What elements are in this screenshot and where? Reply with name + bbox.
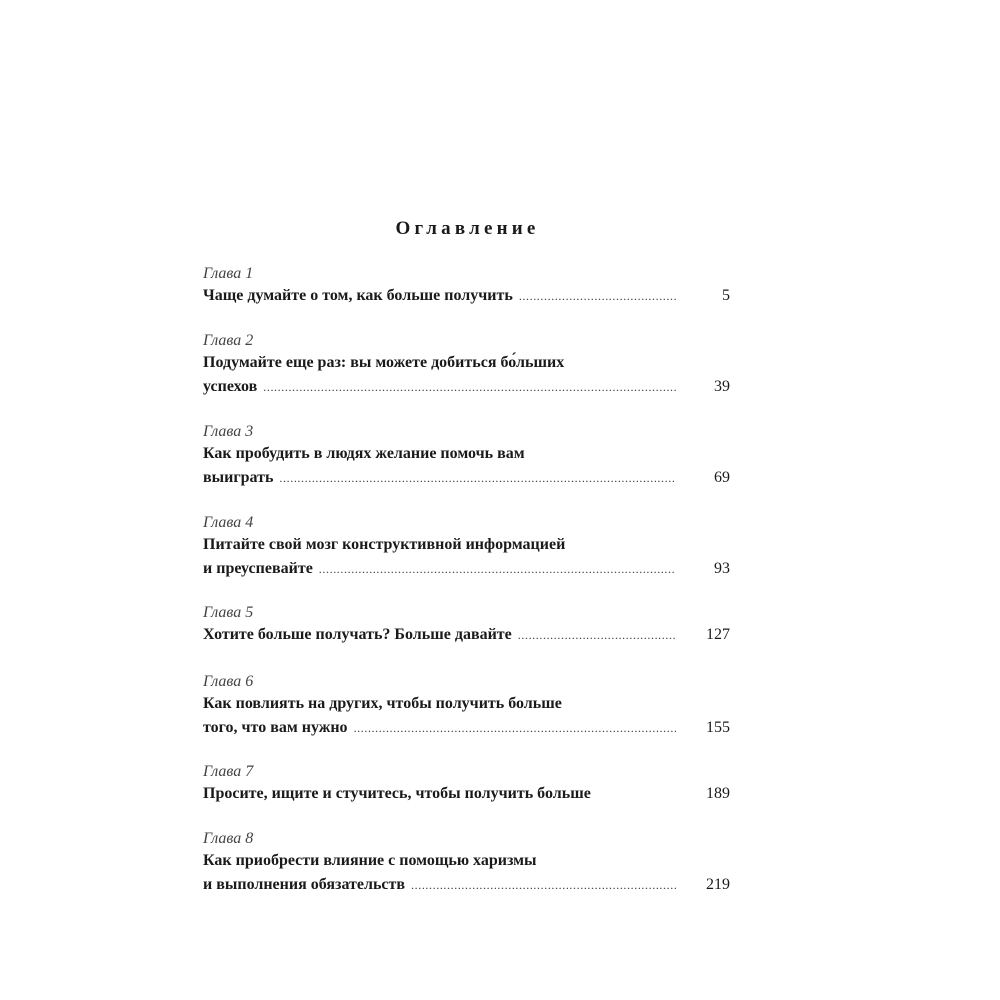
dot-leader: [354, 716, 676, 740]
dot-leader: [518, 623, 676, 647]
chapter-title-line: Как приобрести влияние с помощью харизмы: [203, 852, 537, 869]
dot-leader: [319, 557, 676, 581]
page-number: 69: [714, 469, 730, 486]
toc-entry[interactable]: [203, 264, 730, 308]
chapter-label: Глава 4: [203, 514, 254, 531]
chapter-label: Глава 6: [203, 673, 254, 690]
chapter-title-line: и преуспевайте: [203, 560, 313, 577]
toc-entry[interactable]: [203, 603, 730, 647]
page-number: 189: [706, 785, 730, 802]
toc-entry[interactable]: [203, 422, 730, 490]
chapter-title-line: Просите, ищите и стучитесь, чтобы получить больше: [203, 785, 591, 802]
page-number: 127: [706, 626, 730, 643]
chapter-label: Глава 8: [203, 830, 254, 847]
chapter-title-line: Как пробудить в людях желание помочь вам: [203, 445, 525, 462]
chapter-label: Глава 3: [203, 423, 254, 440]
page-title: Оглавление: [395, 218, 540, 239]
chapter-title-line: того, что вам нужно: [203, 719, 348, 736]
page-number: 155: [706, 719, 730, 736]
chapter-title-line: и выполнения обязательств: [203, 876, 406, 893]
toc-entry[interactable]: [203, 672, 730, 740]
chapter-title-line: успехов: [203, 378, 258, 395]
chapter-title-line: Чаще думайте о том, как больше получить: [203, 287, 513, 304]
page-number: 39: [714, 378, 730, 395]
chapter-title-line: Питайте свой мозг конструктивной информацией: [203, 536, 566, 553]
dot-leader: [279, 466, 676, 490]
chapter-title-line: Хотите больше получать? Больше давайте: [203, 626, 512, 643]
chapter-title-line: Как повлиять на других, чтобы получить больше: [203, 695, 562, 712]
chapter-label: Глава 5: [203, 604, 254, 621]
chapter-title-line: выиграть: [203, 469, 274, 486]
chapter-label: Глава 2: [203, 332, 254, 349]
toc-entry[interactable]: [203, 513, 730, 581]
page-number: 219: [706, 876, 730, 893]
dot-leader: [519, 284, 676, 308]
page-number: 93: [714, 560, 730, 577]
dot-leader: [263, 375, 676, 399]
chapter-label: Глава 7: [203, 763, 254, 780]
dot-leader: [411, 873, 676, 897]
toc-entry[interactable]: [203, 829, 730, 897]
page-number: 5: [722, 287, 730, 304]
chapter-title-line: Подумайте еще раз: вы можете добиться бо́льших: [203, 354, 565, 371]
toc-entry[interactable]: [203, 331, 730, 399]
toc-entry[interactable]: [203, 762, 730, 806]
chapter-label: Глава 1: [203, 265, 254, 282]
